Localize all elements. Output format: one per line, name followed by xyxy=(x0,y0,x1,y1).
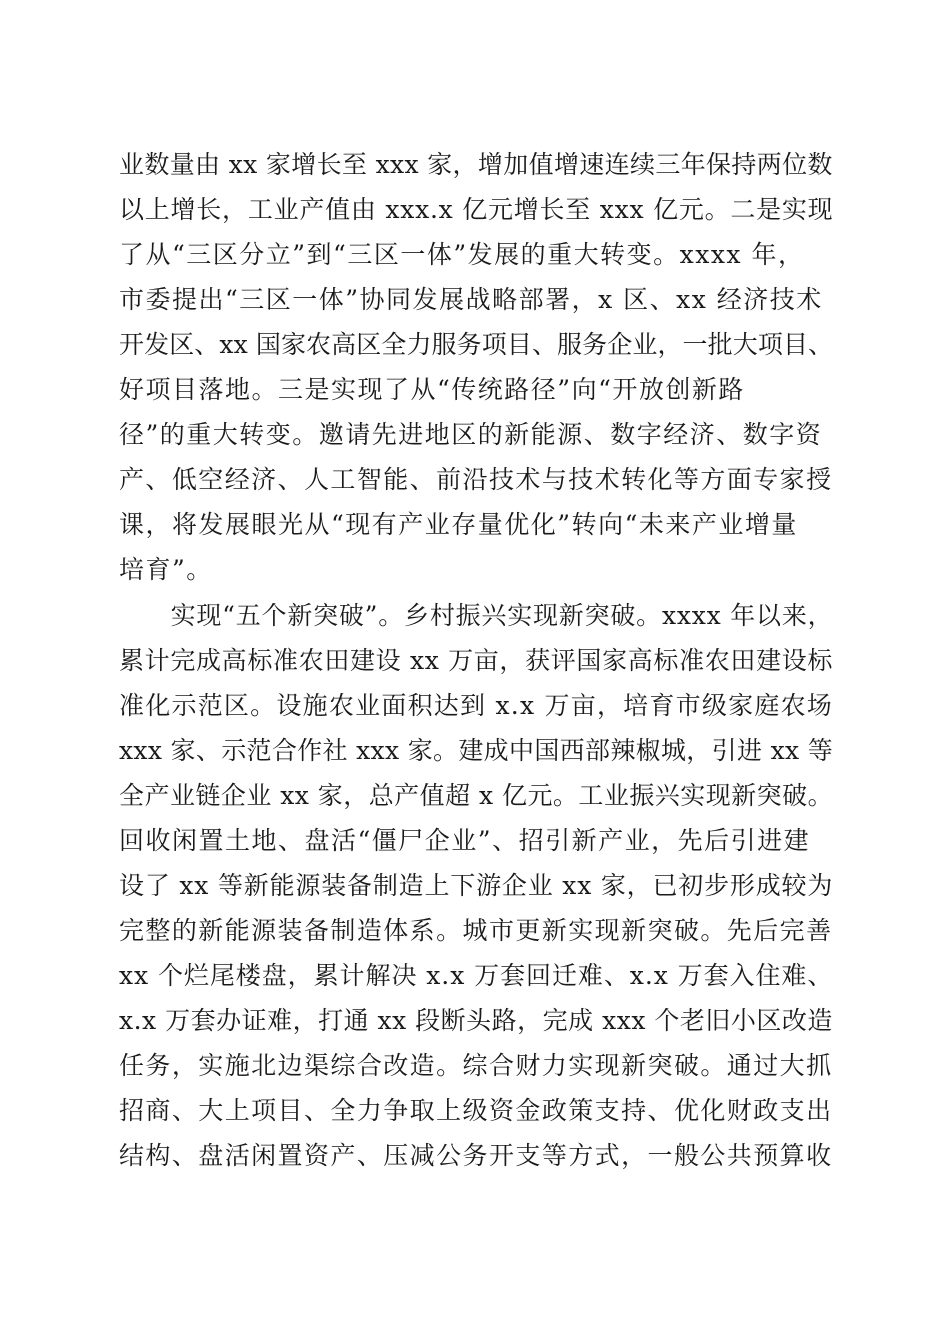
text-line: 累计完成高标准农田建设 xx 万亩，获评国家高标准农田建设标 xyxy=(119,646,834,675)
text-line: 课，将发展眼光从“现有产业存量优化”转向“未来产业增量 xyxy=(119,510,798,539)
paragraph-industry-transformation xyxy=(119,142,833,592)
text-line: 市委提出“三区一体”协同发展战略部署，x 区、xx 经济技术 xyxy=(119,285,823,314)
text-line: 结构、盘活闲置资产、压减公务开支等方式，一般公共预算收 xyxy=(119,1141,833,1170)
text-line: 全产业链企业 xx 家，总产值超 x 亿元。工业振兴实现新突破。 xyxy=(119,781,834,810)
text-line: 完整的新能源装备制造体系。城市更新实现新突破。先后完善 xyxy=(119,916,833,945)
text-line: 招商、大上项目、全力争取上级资金政策支持、优化财政支出 xyxy=(119,1096,833,1125)
text-line: x.x 万套办证难，打通 xx 段断头路，完成 xxx 个老旧小区改造 xyxy=(119,1006,833,1035)
text-line: 以上增长，工业产值由 xxx.x 亿元增长至 xxx 亿元。二是实现 xyxy=(119,195,834,224)
text-line: 实现“五个新突破”。乡村振兴实现新突破。xxxx 年以来， xyxy=(119,601,834,630)
text-line: 任务，实施北边渠综合改造。综合财力实现新突破。通过大抓 xyxy=(119,1051,833,1080)
text-line: 设了 xx 等新能源装备制造上下游企业 xx 家，已初步形成较为 xyxy=(119,871,834,900)
text-line: 好项目落地。三是实现了从“传统路径”向“开放创新路 xyxy=(119,375,745,404)
text-line: 开发区、xx 国家农高区全力服务项目、服务企业，一批大项目、 xyxy=(119,330,834,359)
text-line: 了从“三区分立”到“三区一体”发展的重大转变。xxxx 年， xyxy=(119,240,805,269)
text-line: xx 个烂尾楼盘，累计解决 x.x 万套回迁难、x.x 万套入住难、 xyxy=(119,961,834,990)
paragraph-five-breakthroughs xyxy=(119,593,833,1178)
text-line: xxx 家、示范合作社 xxx 家。建成中国西部辣椒城，引进 xx 等 xyxy=(119,736,834,765)
text-line: 径”的重大转变。邀请先进地区的新能源、数字经济、数字资 xyxy=(119,420,823,449)
text-line: 培育”。 xyxy=(119,555,213,584)
text-line: 回收闲置土地、盘活“僵尸企业”、招引新产业，先后引进建 xyxy=(119,826,811,855)
text-line: 业数量由 xx 家增长至 xxx 家，增加值增速连续三年保持两位数 xyxy=(119,150,833,179)
text-line: 准化示范区。设施农业面积达到 x.x 万亩，培育市级家庭农场 xyxy=(119,691,834,720)
text-line: 产、低空经济、人工智能、前沿技术与技术转化等方面专家授 xyxy=(119,465,833,494)
